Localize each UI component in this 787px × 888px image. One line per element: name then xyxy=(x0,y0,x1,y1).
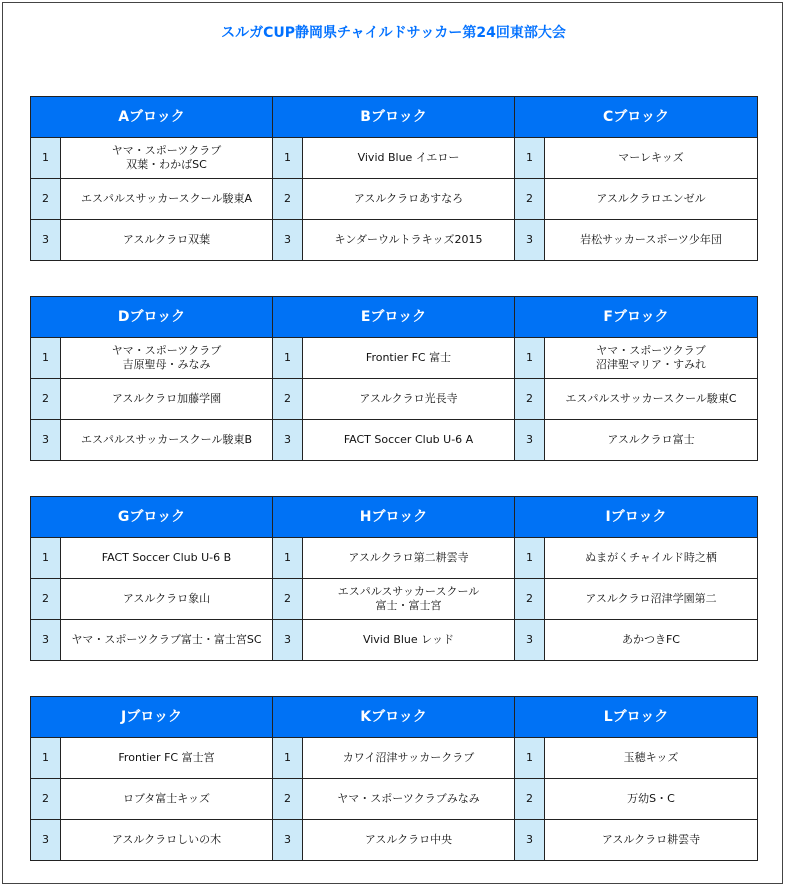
rank-cell: 2 xyxy=(273,179,303,220)
rank-cell: 2 xyxy=(515,179,545,220)
team-name-cell: アスルクラロ双葉 xyxy=(61,220,273,261)
team-name-cell: アスルクラロあすなろ xyxy=(303,179,515,220)
rank-cell: 1 xyxy=(273,738,303,779)
rank-cell: 1 xyxy=(273,538,303,579)
rank-cell: 1 xyxy=(31,538,61,579)
rank-cell: 3 xyxy=(31,620,61,661)
team-name-cell: アスルクラロ光長寺 xyxy=(303,379,515,420)
team-name-cell: あかつきFC xyxy=(545,620,758,661)
team-name-cell: アスルクラロ中央 xyxy=(303,820,515,861)
rank-cell: 2 xyxy=(273,379,303,420)
team-name-cell: アスルクラロ耕雲寺 xyxy=(545,820,758,861)
team-name-cell: エスパルスサッカースクール駿東B xyxy=(61,420,273,461)
rank-cell: 2 xyxy=(273,779,303,820)
team-name-cell: ヤマ・スポーツクラブ 双葉・わかばSC xyxy=(61,138,273,179)
rank-cell: 2 xyxy=(515,779,545,820)
rank-cell: 1 xyxy=(515,538,545,579)
team-name-cell: カワイ沼津サッカークラブ xyxy=(303,738,515,779)
team-name-cell: アスルクラロ加藤学園 xyxy=(61,379,273,420)
rank-cell: 1 xyxy=(515,138,545,179)
rank-cell: 2 xyxy=(515,379,545,420)
rank-cell: 1 xyxy=(31,738,61,779)
rank-cell: 3 xyxy=(31,420,61,461)
team-name-cell: FACT Soccer Club U-6 B xyxy=(61,538,273,579)
team-name-cell: ヤマ・スポーツクラブみなみ xyxy=(303,779,515,820)
block-header: Aブロック xyxy=(31,97,273,138)
rank-cell: 2 xyxy=(31,179,61,220)
block-header: Cブロック xyxy=(515,97,758,138)
team-name-cell: アスルクラロ象山 xyxy=(61,579,273,620)
block-header: Bブロック xyxy=(273,97,515,138)
rank-cell: 1 xyxy=(515,338,545,379)
rank-cell: 3 xyxy=(31,220,61,261)
rank-cell: 3 xyxy=(31,820,61,861)
team-name-cell: マーレキッズ xyxy=(545,138,758,179)
block-header: Hブロック xyxy=(273,497,515,538)
team-name-cell: ヤマ・スポーツクラブ 沼津聖マリア・すみれ xyxy=(545,338,758,379)
block-header: Kブロック xyxy=(273,697,515,738)
block-group-3 xyxy=(30,496,758,661)
team-name-cell: キンダーウルトラキッズ2015 xyxy=(303,220,515,261)
team-name-cell: アスルクラロ第二耕雲寺 xyxy=(303,538,515,579)
block-header: Jブロック xyxy=(31,697,273,738)
team-name-cell: アスルクラロ沼津学園第二 xyxy=(545,579,758,620)
team-name-cell: アスルクラロ富士 xyxy=(545,420,758,461)
team-name-cell: アスルクラロエンゼル xyxy=(545,179,758,220)
rank-cell: 1 xyxy=(515,738,545,779)
page-title: スルガCUP静岡県チャイルドサッカー第24回東部大会 xyxy=(221,25,566,41)
rank-cell: 3 xyxy=(273,420,303,461)
team-name-cell: エスパルスサッカースクール駿東A xyxy=(61,179,273,220)
block-header: Lブロック xyxy=(515,697,758,738)
rank-cell: 3 xyxy=(515,820,545,861)
rank-cell: 2 xyxy=(31,379,61,420)
team-name-cell: 万幼S・C xyxy=(545,779,758,820)
rank-cell: 1 xyxy=(273,338,303,379)
block-header: Dブロック xyxy=(31,297,273,338)
rank-cell: 2 xyxy=(31,779,61,820)
block-group-2 xyxy=(30,296,758,461)
team-name-cell: 玉穂キッズ xyxy=(545,738,758,779)
rank-cell: 3 xyxy=(273,220,303,261)
team-name-cell: Vivid Blue イエロー xyxy=(303,138,515,179)
team-name-cell: ヤマ・スポーツクラブ富士・富士宮SC xyxy=(61,620,273,661)
rank-cell: 2 xyxy=(515,579,545,620)
team-name-cell: アスルクラロしいの木 xyxy=(61,820,273,861)
team-name-cell: ぬまがくチャイルド時之栖 xyxy=(545,538,758,579)
rank-cell: 3 xyxy=(273,820,303,861)
team-name-cell: Frontier FC 富士宮 xyxy=(61,738,273,779)
rank-cell: 3 xyxy=(273,620,303,661)
team-name-cell: ヤマ・スポーツクラブ 吉原聖母・みなみ xyxy=(61,338,273,379)
block-header: Eブロック xyxy=(273,297,515,338)
rank-cell: 3 xyxy=(515,420,545,461)
team-name-cell: 岩松サッカースポーツ少年団 xyxy=(545,220,758,261)
team-name-cell: エスパルスサッカースクール 富士・富士宮 xyxy=(303,579,515,620)
block-header: Fブロック xyxy=(515,297,758,338)
team-name-cell: ロブタ富士キッズ xyxy=(61,779,273,820)
block-header: Gブロック xyxy=(31,497,273,538)
block-header: Iブロック xyxy=(515,497,758,538)
rank-cell: 1 xyxy=(273,138,303,179)
rank-cell: 2 xyxy=(31,579,61,620)
team-name-cell: Frontier FC 富士 xyxy=(303,338,515,379)
rank-cell: 3 xyxy=(515,220,545,261)
block-group-4 xyxy=(30,696,758,861)
rank-cell: 3 xyxy=(515,620,545,661)
rank-cell: 2 xyxy=(273,579,303,620)
rank-cell: 1 xyxy=(31,138,61,179)
team-name-cell: Vivid Blue レッド xyxy=(303,620,515,661)
block-group-1 xyxy=(30,96,758,261)
rank-cell: 1 xyxy=(31,338,61,379)
team-name-cell: FACT Soccer Club U-6 A xyxy=(303,420,515,461)
team-name-cell: エスパルスサッカースクール駿東C xyxy=(545,379,758,420)
